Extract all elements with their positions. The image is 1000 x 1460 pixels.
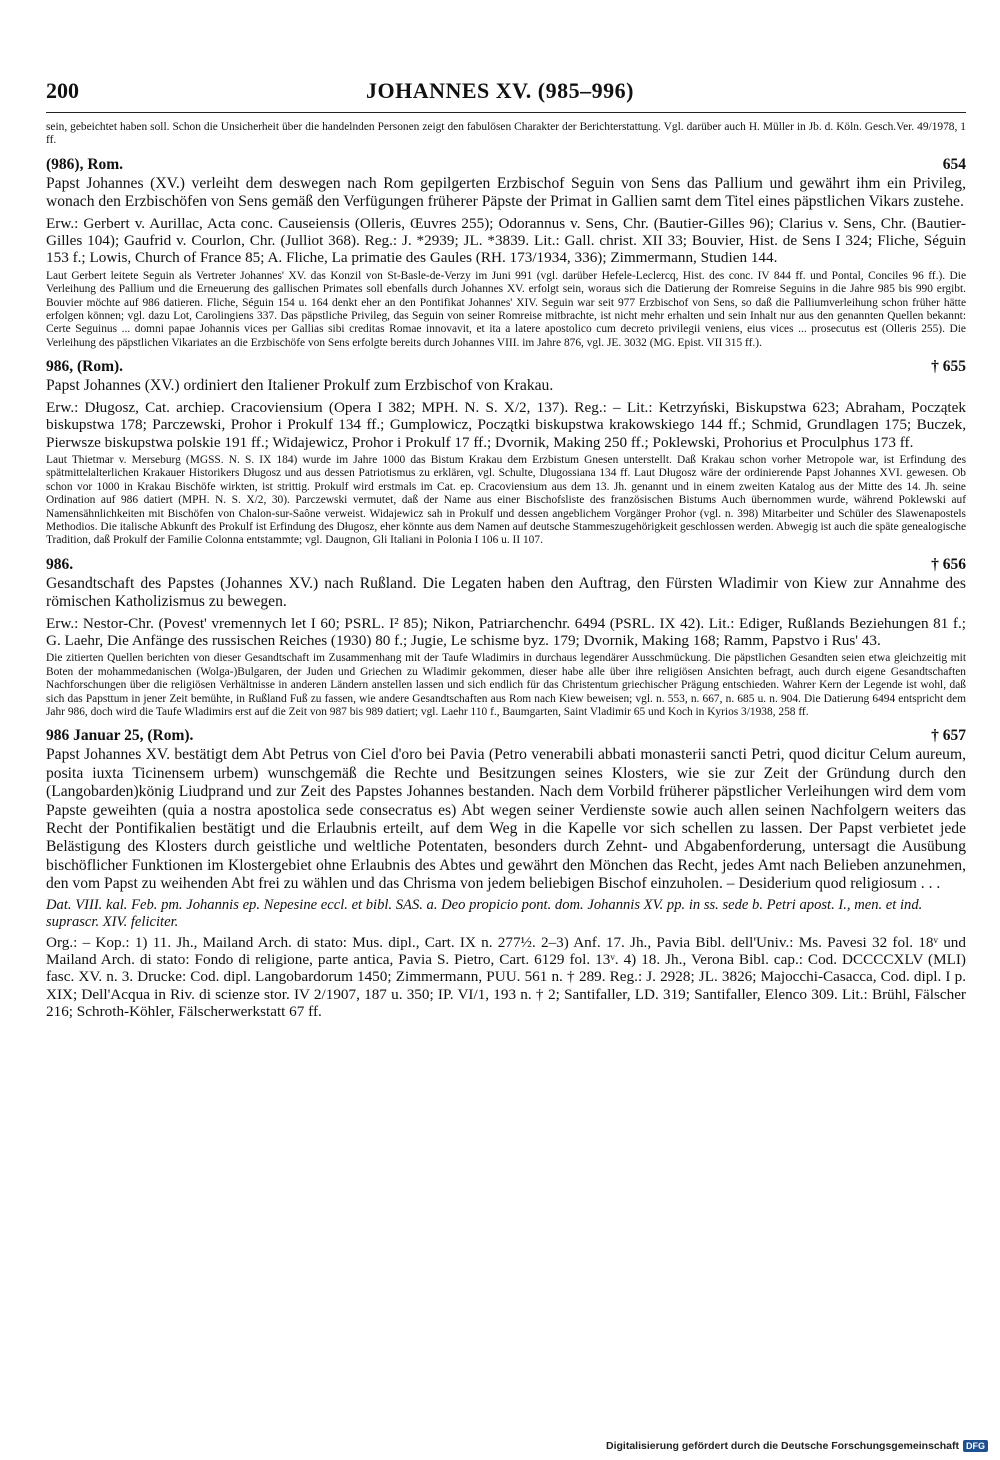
intro-note: sein, gebeichtet haben soll. Schon die Unsicherheit über die handelnden Personen zeigt den fabulösen Charakter der Berichterstattung. Vgl. darüber auch H. Müller in Jb. d. Köln. Gesch.Ver. 49/1978, 1 ff. <box>46 121 966 147</box>
entry-date: (986), Rom. <box>46 155 124 173</box>
entry-number: 654 <box>942 155 966 173</box>
entry-657 <box>46 727 966 1020</box>
entry-dating-clause: Dat. VIII. kal. Feb. pm. Johannis ep. Nepesine eccl. et bibl. SAS. a. Deo propicio pont. dom. Johannis XV. pp. in ss. sede b. Petri apost. I., men. et ind. suprascr. XIV. feliciter. <box>46 896 923 930</box>
entry-date: 986, (Rom). <box>46 358 124 376</box>
digitization-footer <box>606 1440 988 1452</box>
footer-text: Digitalisierung gefördert durch die Deutsche Forschungsgemeinschaft <box>606 1440 959 1452</box>
entry-number: † 656 <box>931 555 966 573</box>
running-title: JOHANNES XV. (985–996) <box>366 78 634 103</box>
entry-commentary: Laut Gerbert leitete Seguin als Vertreter Johannes' XV. das Konzil von St-Basle-de-Verzy im Juni 991 (vgl. darüber Hefele-Leclercq, Hist. des conc. IV 844 ff. und Pontal, Conciles 96 ff.). Die Verleihung des Pallium und die Erneuerung des gallischen Primates soll ebenfalls durch Johannes XV. erfolgt sein, woraus sich die Datierung der Romreise Seguins in die Jahre 985 bis 990 ergibt. Bouvier möchte auf 986 datieren. Fliche, Séguin 154 u. 164 denkt eher an den Pontifikat Johannes' XIV. Seguin war seit 977 Erzbischof von Sens, so daß die Palliumverleihung schon früher hätte erfolgen können; vgl. dazu Lot, Carolingiens 337. Das päpstliche Privileg, das Seguin von seiner Romreise mitbrachte, ist nicht mehr erhalten und sein Inhalt nur aus den genannten Quellen bekannt: Certe Seguinus ... domni papae Johannis vices per Gallias sibi creditas Romae innovavit, et ita a latere apostolico cum decreto privilegii veniens, eius vices ... prosecutus est (Olleris 255). Die Verleihung des päpstlichen Vikariates an die Erzbischöfe von Sens erfolgte bereits durch Johannes VIII. im Jahre 876, vgl. JE. 3032 (MG. Epist. VII 315 ff.). <box>46 269 966 349</box>
entry-references: Org.: – Kop.: 1) 11. Jh., Mailand Arch. di stato: Mus. dipl., Cart. IX n. 277½. 2–3) Anf. 17. Jh., Pavia Bibl. dell'Univ.: Ms. Pavesi 32 fol. 18ᵛ und Mailand Arch. di stato: Fondo di religione, parte antica, Pavia S. Pietro, Cart. 6129 fol. 13ᵛ. 4) 18. Jh., Verona Bibl. cap.: Cod. DCCCCXLV (MLI) fasc. XV. n. 3. Drucke: Cod. dipl. Langobardorum 1450; Zimmermann, PUU. 561 n. † 289. Reg.: J. 2928; JL. 3826; Majocchi-Casacca, Cod. dipl. I p. XIX; Dell'Acqua in Riv. di scienze stor. IV 2/1907, 187 u. 350; IP. VI/1, 193 n. † 2; Santifaller, LD. 319; Santifaller, Elenco 309. Lit.: Brühl, Fälscher 216; Schroth-Köhler, Fälscherwerkstatt 67 ff. <box>46 933 966 1021</box>
entry-heading <box>46 727 966 745</box>
entry-date: 986. <box>46 555 74 573</box>
entry-date: 986 Januar 25, (Rom). <box>46 727 194 745</box>
entry-number: † 657 <box>931 727 966 745</box>
entry-654 <box>46 156 966 350</box>
entry-commentary: Die zitierten Quellen berichten von dieser Gesandtschaft im Zusammenhang mit der Taufe Wladimirs in durchaus legendärer Ausschmückung. Die päpstlichen Gesandten seien etwa gleichzeitig mit Boten der mohammedanischen (Wolga-)Bulgaren, der Juden und Griechen zu Wladimir gekommen, dieser habe alle über ihre religiösen Ansichten befragt, auch durch eigene Gesandtschaften Nachforschungen über die religiösen Verhältnisse in anderen Ländern anstellen lassen und sich endlich für das Christentum griechischer Prägung entschieden. Wahrer Kern der Legende ist wohl, daß sich das Papsttum in jener Zeit bemühte, in Rußland Fuß zu fassen, wie andere Gesandtschaften aus Rom nach Kiew beweisen; vgl. n. 553, n. 667, n. 685 u. n. 904. Die Datierung 6494 entspricht dem Jahr 986, doch wird die Taufe Wladimirs erst auf die Zeit von 987 bis 989 datiert; vgl. Laehr 110 f., Baumgarten, Saint Vladimir 65 und Koch in Kyrios 3/1938, 258 ff. <box>46 652 966 718</box>
entry-heading <box>46 358 966 376</box>
entry-commentary: Laut Thietmar v. Merseburg (MGSS. N. S. IX 184) wurde im Jahre 1000 das Bistum Krakau dem Erzbistum Gnesen unterstellt. Daß Krakau schon vorher Metropole war, ist Erfindung des spätmittelalterlichen Krakauer Historikers Długosz und aus dessen Patriotismus zu erklären, vgl. Schulte, Dlugossiana 134 ff. Laut Długosz wäre der ordinierende Papst Johannes XVI. gewesen. Ob schon vor 1000 in Krakau Bischöfe wirkten, ist strittig. Prokulf wird erstmals im Cat. ep. Cracoviensium aus dem 13. Jh. genannt und in einem zweiten Katalog aus der Mitte des 14. Jh. seine Ordination auf 986 datiert (MPH. N. S. X/2, 30). Parczewski vermutet, daß der Name aus einer Bischofsliste des französischen Bistums Auch übernommen wurde, während Poklewski auf Namensähnlichkeiten mit Bischöfen von Chalon-sur-Saône verweist. Widajewicz sah in Prokulf und dessen angeblichem Vorgänger Prohor (vgl. n. 398) Mitarbeiter und Schüler des Slawenapostels Methodios. Die italische Abkunft des Prokulf ist Erfindung des Długosz, eher könnte aus dem Namen auf deutsche Stammeszugehörigkeit geschlossen werden. Abwegig ist auch die späte genealogische Tradition, daß Prokulf der Familie Colonna entstammte; vgl. Daugnon, Gli Italiani in Polonia I 106 u. II 107. <box>46 453 966 547</box>
header-rule <box>46 112 966 113</box>
entry-references: Erw.: Długosz, Cat. archiep. Cracoviensium (Opera I 382; MPH. N. S. X/2, 137). Reg.: – Lit.: Ketrzyński, Biskupstwa 623; Abraham, Początek biskupstwa 178; Parczewski, Prohor i Prokulf 134 ff.; Gumplowicz, Początki biskupstwa krakowskiego 144 ff.; Schmid, Grundlagen 175; Buczek, Pierwsze biskupstwa polskie 191 ff.; Widajewicz, Prohor i Prokulf 17 ff.; Dvornik, Making 250 ff.; Poklewski, Prohorius et Proculphus 173 ff. <box>46 398 966 451</box>
page-number: 200 <box>46 78 79 103</box>
entry-regest: Gesandtschaft des Papstes (Johannes XV.) nach Rußland. Die Legaten haben den Auftrag, den Fürsten Wladimir von Kiew zur Annahme des römischen Katholizismus zu bewegen. <box>46 574 966 611</box>
entry-655 <box>46 358 966 547</box>
entry-regest: Papst Johannes (XV.) verleiht dem deswegen nach Rom gepilgerten Erzbischof Seguin von Sens das Pallium und gewährt ihm ein Privileg, wonach den Erzbischöfen von Sens gemäß den Verfügungen früherer Päpste der Primat in Gallien samt dem Titel eines päpstlichen Vikars zustehe. <box>46 174 966 211</box>
entry-regest: Papst Johannes XV. bestätigt dem Abt Petrus von Ciel d'oro bei Pavia (Petro venerabili abbati monasterii sancti Petri, quod dicitur Celum aureum, posita iuxta Ticinensem urbem) wunschgemäß die Rechte und Besitzungen seines Klosters, wie sie zur Zeit der Gründung durch den (Langobarden)könig Liudprand und zur Zeit des Papstes Johannes bestanden. Nach dem Vorbild früherer päpstlicher Verleihungen wird dem vom Papste geweihten (quia a nostra apostolica sede consecratus es) Abt wegen seiner Verdienste sowie auch allen seinen Nachfolgern weiters das Recht der Pontifikalien bestätigt und die Erlaubnis erteilt, auf dem Weg in die Kapelle vor sich schellen zu lassen. Der Papst verbietet jede Belästigung des Klosters durch geistliche und weltliche Potentaten, besonders durch Zehnt- und Abgabenforderung, untersagt die Ausübung bischöflicher Funktionen im Klostergebiet ohne Erlaubnis des Abtes und gewährt den Mönchen das Recht, jedes Amt nach Belieben anzunehmen, den vom Papst zu weihenden Abt frei zu wählen und das Chrisma von jedem beliebigen Bischof einzuholen. – Desiderium quod religiosum . . . <box>46 746 966 893</box>
entry-heading <box>46 556 966 574</box>
entry-number: † 655 <box>931 358 966 376</box>
entry-references: Erw.: Nestor-Chr. (Povest' vremennych let I 60; PSRL. I² 85); Nikon, Patriarchenchr. 6494 (PSRL. IX 42). Lit.: Ediger, Rußlands Beziehungen 81 f.; G. Laehr, Die Anfänge des russischen Reiches (1930) 80 f.; Jugie, Le schisme byz. 179; Dvornik, Making 168; Ramm, Papstvo i Rus' 43. <box>46 614 966 649</box>
dfg-logo-icon: DFG <box>963 1440 988 1452</box>
entry-references: Erw.: Gerbert v. Aurillac, Acta conc. Causeiensis (Olleris, Œuvres 255); Odorannus v. Sens, Chr. (Bautier-Gilles 96); Clarius v. Sens, Chr. (Bautier-Gilles 104); Gaufrid v. Courlon, Chr. (Julliot 368). Reg.: J. *2939; JL. *3839. Lit.: Gall. christ. XII 33; Bouvier, Hist. de Sens I 324; Fliche, Séguin 153 f.; Lowis, Church of France 85; A. Fliche, La primatie des Gaules (RH. 173/1934, 336); Zimmermann, Studien 144. <box>46 214 966 267</box>
page <box>46 78 966 1024</box>
entry-regest: Papst Johannes (XV.) ordiniert den Italiener Prokulf zum Erzbischof von Krakau. <box>46 377 554 395</box>
entry-heading <box>46 156 966 174</box>
page-header <box>46 78 966 108</box>
entry-656 <box>46 556 966 720</box>
